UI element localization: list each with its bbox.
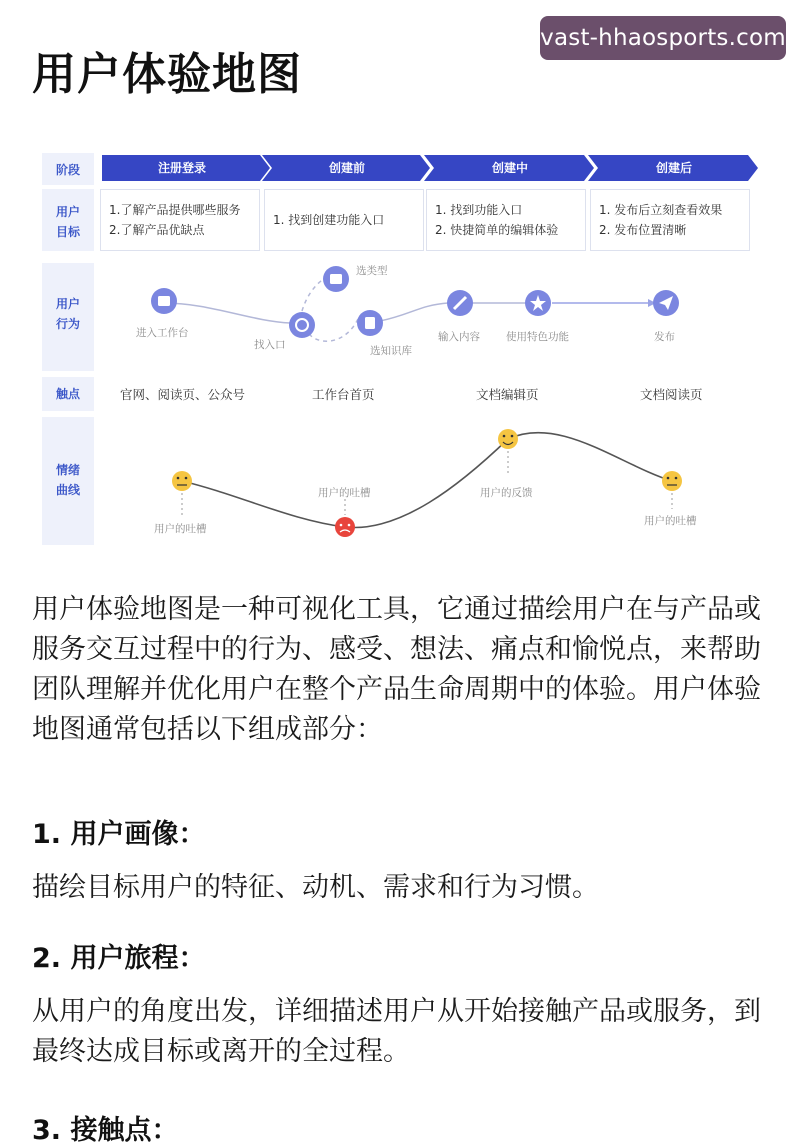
goal-box bbox=[590, 189, 750, 251]
flow-line bbox=[164, 303, 290, 323]
goal-box bbox=[426, 189, 586, 251]
behavior-label: 输入内容 bbox=[438, 331, 480, 343]
row-label-behavior-1: 用户 bbox=[42, 295, 94, 313]
touchpoint-label: 文档编辑页 bbox=[476, 387, 539, 402]
row-label-goal-2: 目标 bbox=[42, 223, 94, 241]
neutral-face-icon bbox=[172, 471, 192, 491]
behavior-label: 发布 bbox=[654, 331, 675, 343]
touchpoint-label: 工作台首页 bbox=[312, 387, 375, 402]
goal-box bbox=[264, 189, 424, 251]
flow-line-dashed bbox=[310, 319, 358, 341]
touchpoint-label: 文档阅读页 bbox=[640, 387, 703, 402]
journey-map-diagram bbox=[40, 145, 760, 555]
angry-face-icon bbox=[335, 517, 355, 537]
section-text: 描绘目标用户的特征、动机、需求和行为习惯。 bbox=[32, 872, 599, 903]
behavior-label: 使用特色功能 bbox=[506, 331, 569, 343]
section-heading: 2. 用户旅程： bbox=[32, 943, 206, 974]
behavior-label: 选知识库 bbox=[370, 345, 412, 357]
row-label-touch: 触点 bbox=[42, 385, 94, 403]
goal-line: 2. 发布位置清晰 bbox=[599, 223, 687, 237]
pen-icon bbox=[447, 290, 473, 316]
send-icon bbox=[653, 290, 679, 316]
neutral-face-icon bbox=[662, 471, 682, 491]
behavior-label: 进入工作台 bbox=[136, 327, 189, 339]
goal-line: 1. 找到创建功能入口 bbox=[273, 213, 385, 227]
stage-label: 创建后 bbox=[655, 161, 692, 175]
book-icon bbox=[357, 310, 383, 336]
stage-label: 创建前 bbox=[328, 161, 365, 175]
row-label-behavior-2: 行为 bbox=[42, 315, 94, 333]
section-text: 从用户的角度出发，详细描述用户从开始接触产品或服务，到最终达成目标或离开的全过程。 bbox=[32, 996, 761, 1067]
goal-line: 1. 发布后立刻查看效果 bbox=[599, 203, 723, 217]
emotion-label: 用户的反馈 bbox=[480, 487, 533, 499]
goal-line: 1.了解产品提供哪些服务 bbox=[109, 203, 241, 217]
emotion-curve bbox=[182, 433, 672, 528]
star-icon bbox=[525, 290, 551, 316]
row-label-goal-1: 用户 bbox=[42, 203, 94, 221]
stage-label: 注册登录 bbox=[157, 161, 206, 175]
stage-label: 创建中 bbox=[491, 161, 528, 175]
goal-box bbox=[100, 189, 260, 251]
doc-icon bbox=[151, 288, 177, 314]
happy-face-icon bbox=[498, 429, 518, 449]
row-label-emotion-2: 曲线 bbox=[42, 481, 94, 499]
emotion-label: 用户的吐槽 bbox=[644, 515, 697, 527]
intro-paragraph: 用户体验地图是一种可视化工具，它通过描绘用户在与产品或服务交互过程中的行为、感受、想法、痛点和愉悦点，来帮助团队理解并优化用户在整个产品生命周期中的体验。用户体验地图通常包括以下组成部分： bbox=[32, 594, 761, 745]
flow-line bbox=[380, 303, 448, 321]
section-heading: 1. 用户画像： bbox=[32, 819, 206, 850]
flow-line-dashed bbox=[302, 279, 324, 311]
row-label-emotion-1: 情绪 bbox=[42, 461, 94, 479]
row-label-stage: 阶段 bbox=[42, 161, 94, 179]
plus-circle-icon bbox=[289, 312, 315, 338]
behavior-label: 找入口 bbox=[254, 339, 286, 351]
goal-line: 2. 快捷简单的编辑体验 bbox=[435, 223, 559, 237]
page-title: 用户体验地图 bbox=[32, 49, 302, 100]
section-heading: 3. 接触点： bbox=[32, 1115, 179, 1146]
emotion-label: 用户的吐槽 bbox=[154, 523, 207, 535]
goal-line: 2.了解产品优缺点 bbox=[109, 223, 205, 237]
watermark: vast-hhaosports.com bbox=[540, 16, 786, 60]
emotion-label: 用户的吐槽 bbox=[318, 487, 371, 499]
touchpoint-label: 官网、阅读页、公众号 bbox=[120, 387, 246, 402]
behavior-label: 选类型 bbox=[356, 265, 388, 277]
list-icon bbox=[323, 266, 349, 292]
goal-line: 1. 找到功能入口 bbox=[435, 203, 523, 217]
